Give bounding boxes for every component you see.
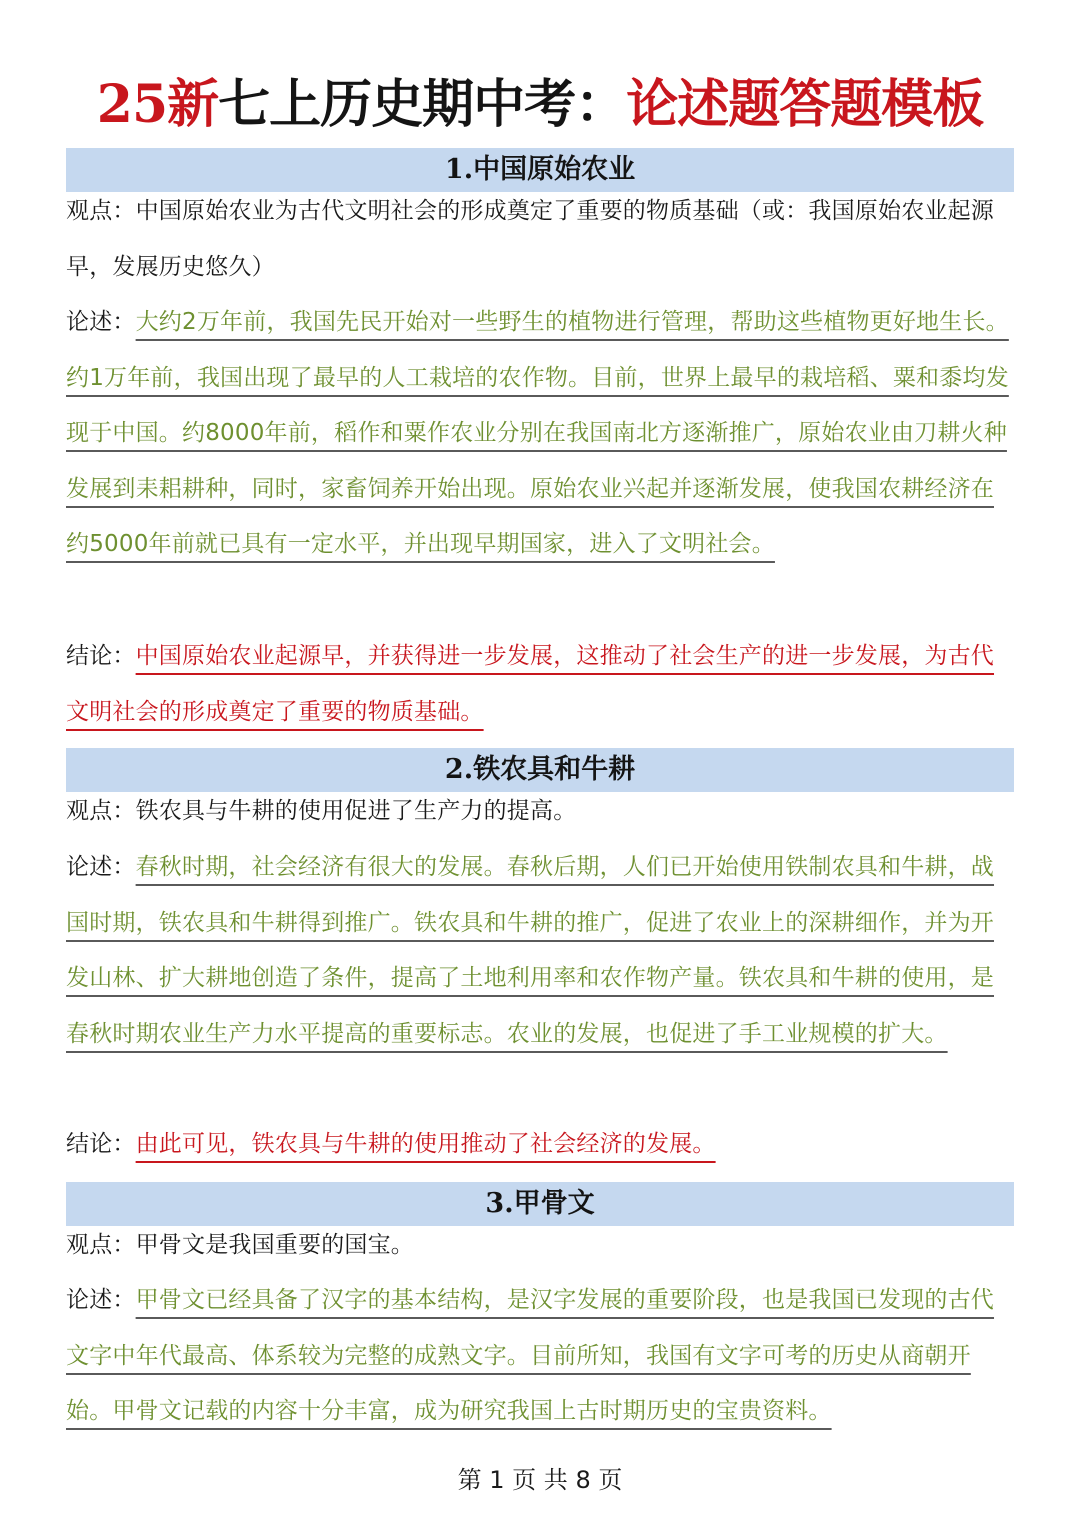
argument-label: 论述： <box>66 1287 136 1313</box>
conclusion-label: 结论： <box>66 1131 136 1157</box>
conclusion-text: 中国原始农业起源早，并获得进一步发展，这推动了社会生产的进一步发展，为古代文明社会的形成奠定了重要的物质基础。 <box>66 643 995 725</box>
viewpoint-text: 铁农具与牛耕的使用促进了生产力的提高。 <box>135 798 577 824</box>
title-middle: 七上历史期中考： <box>218 74 627 135</box>
title-prefix: 25新 <box>96 74 219 135</box>
page-title <box>0 64 1080 146</box>
section-2-viewpoint <box>66 784 1016 840</box>
argument-label: 论述： <box>66 854 136 880</box>
argument-label: 论述： <box>66 309 136 335</box>
conclusion-text: 由此可见，铁农具与牛耕的使用推动了社会经济的发展。 <box>135 1131 716 1157</box>
section-1-viewpoint <box>66 184 1016 295</box>
section-1-argument <box>66 295 1016 573</box>
section-3-header: 3.甲骨文 <box>66 1182 1014 1226</box>
argument-text: 甲骨文已经具备了汉字的基本结构，是汉字发展的重要阶段，也是我国已发现的古代文字中年代最高、体系较为完整的成熟文字。目前所知，我国有文字可考的历史从商朝开始。甲骨文记载的内容十分丰富，成为研究我国上古时期历史的宝贵资料。 <box>66 1287 995 1425</box>
viewpoint-label: 观点： <box>66 798 136 824</box>
viewpoint-text: 中国原始农业为古代文明社会的形成奠定了重要的物质基础（或：我国原始农业起源早，发展历史悠久） <box>66 198 995 280</box>
section-3-argument <box>66 1273 1016 1440</box>
title-suffix: 论述题答题模板 <box>626 74 984 135</box>
page-number: 第 1 页 共 8 页 <box>457 1466 623 1494</box>
viewpoint-label: 观点： <box>66 1232 136 1258</box>
section-2-header: 2.铁农具和牛耕 <box>66 748 1014 792</box>
argument-text: 春秋时期，社会经济有很大的发展。春秋后期，人们已开始使用铁制农具和牛耕，战国时期，铁农具和牛耕得到推广。铁农具和牛耕的推广，促进了农业上的深耕细作，并为开发山林、扩大耕地创造了条件，提高了土地利用率和农作物产量。铁农具和牛耕的使用，是春秋时期农业生产力水平提高的重要标志。农业的发展，也促进了手工业规模的扩大。 <box>66 854 995 1047</box>
conclusion-label: 结论： <box>66 643 136 669</box>
viewpoint-text: 甲骨文是我国重要的国宝。 <box>135 1232 415 1258</box>
argument-text: 大约2万年前，我国先民开始对一些野生的植物进行管理，帮助这些植物更好地生长。约1万年前，我国出现了最早的人工栽培的农作物。目前，世界上最早的栽培稻、粟和黍均发现于中国。约8000年前，稻作和粟作农业分别在我国南北方逐渐推广，原始农业由刀耕火种发展到耒耜耕种，同时，家畜饲养开始出现。原始农业兴起并逐渐发展，使我国农耕经济在约5000年前就已具有一定水平，并出现早期国家，进入了文明社会。 <box>66 309 1009 558</box>
section-2-conclusion <box>66 1117 1016 1173</box>
section-3-viewpoint <box>66 1218 1016 1274</box>
viewpoint-label: 观点： <box>66 198 136 224</box>
section-2-argument <box>66 840 1016 1062</box>
section-1-conclusion <box>66 629 1016 740</box>
section-1-header: 1.中国原始农业 <box>66 148 1014 192</box>
